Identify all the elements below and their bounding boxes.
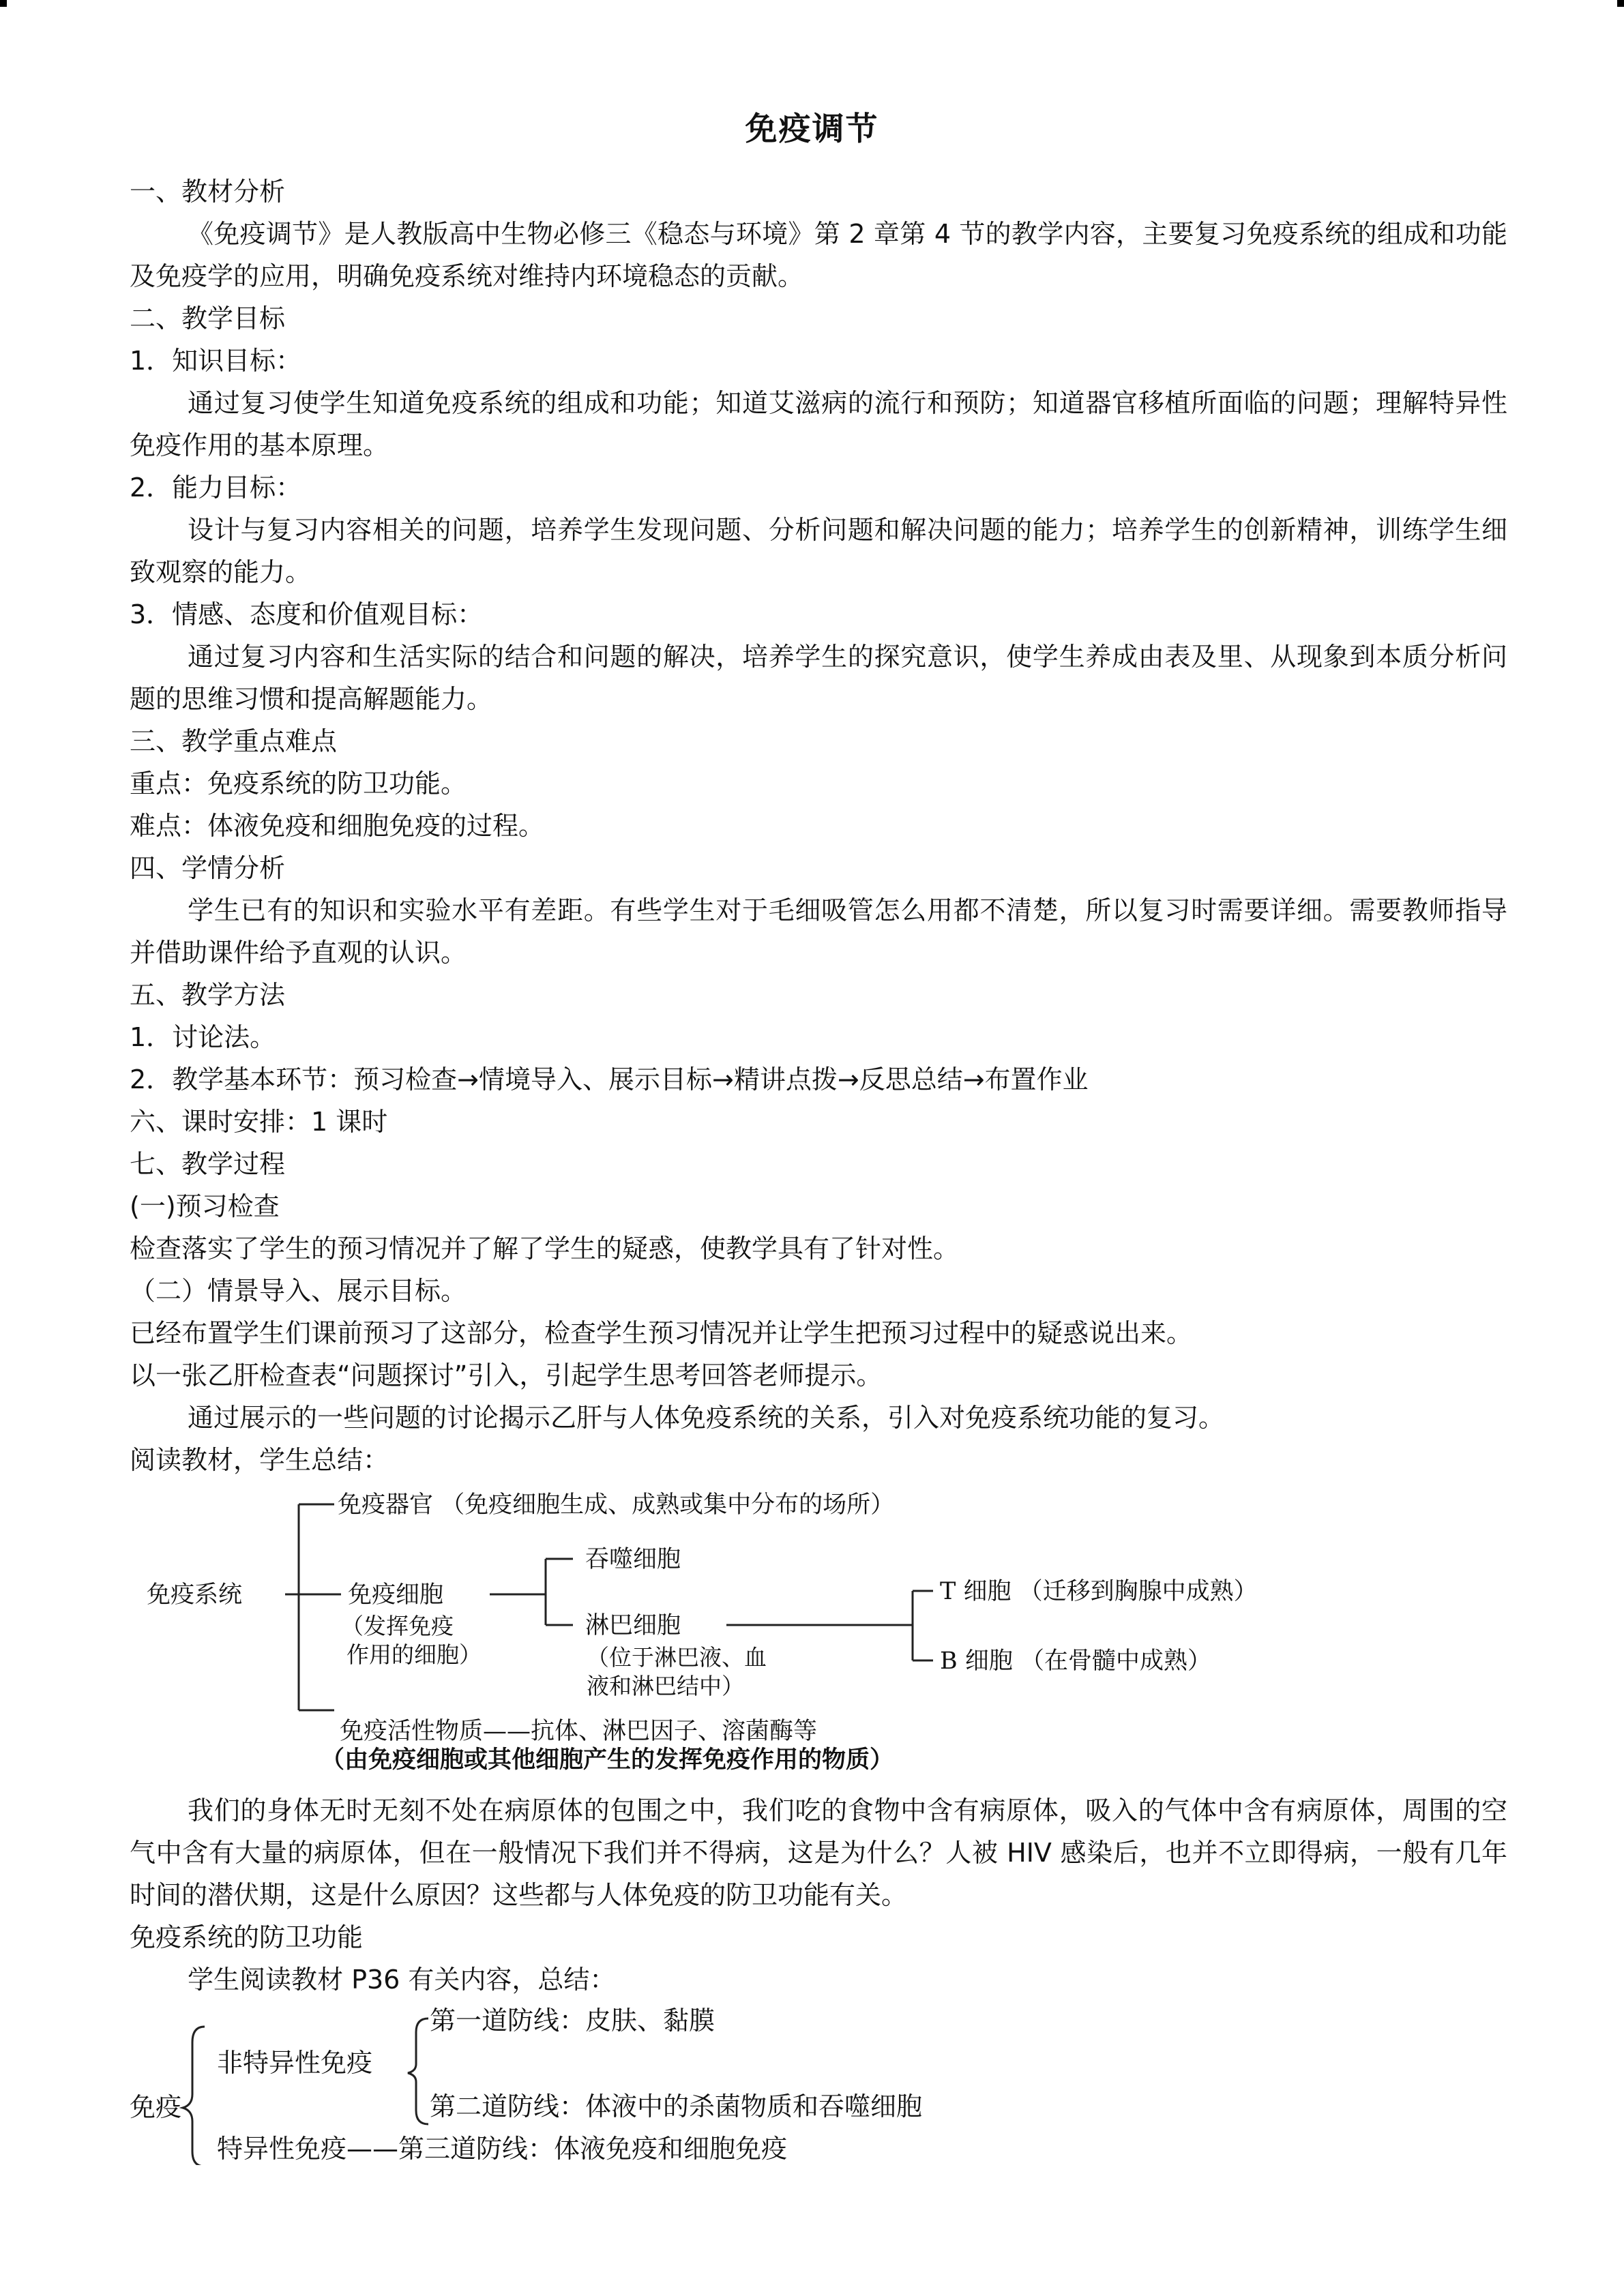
- goal-3-paragraph: 通过复习内容和生活实际的结合和问题的解决，培养学生的探究意识，使学生养成由表及里、从现象到本质分析问题的思维习惯和提高解题能力。: [130, 642, 1507, 714]
- method-2: 2．教学基本环节：预习检查→情境导入、展示目标→精讲点拨→反思总结→布置作业: [130, 1064, 1089, 1094]
- first-defense-line: 第一道防线：皮肤、黏膜: [430, 2006, 715, 2036]
- immunity-defense-diagram: [0, 1995, 1624, 2165]
- immunity-root: 免疫: [130, 2092, 182, 2122]
- lymphocyte-note: 液和淋巴结中）: [587, 1673, 744, 1699]
- scan-corner-mark: [0, 0, 7, 7]
- process-1-heading: (一)预习检查: [130, 1191, 280, 1221]
- goal-1-heading: 1．知识目标：: [130, 346, 302, 376]
- lymphocyte-label: 淋巴细胞: [585, 1612, 681, 1639]
- difficulty: 难点：体液免疫和细胞免疫的过程。: [130, 811, 545, 841]
- process-2-text-1: 已经布置学生们课前预习了这部分，检查学生预习情况并让学生把预习过程中的疑惑说出来。: [130, 1318, 1193, 1348]
- specific-immunity-line: 特异性免疫——第三道防线：体液免疫和细胞免疫: [217, 2134, 788, 2164]
- section-heading-3: 三、教学重点难点: [130, 726, 338, 756]
- defense-read-instruction: 学生阅读教材 P36 有关内容，总结：: [188, 1965, 616, 1995]
- section-heading-2: 二、教学目标: [130, 303, 286, 333]
- lymphocyte-note: （位于淋巴液、血: [587, 1644, 767, 1671]
- nonspecific-immunity-label: 非特异性免疫: [217, 2048, 373, 2078]
- section-heading-6: 六、课时安排：1 课时: [130, 1107, 388, 1137]
- immune-cells-label: 免疫细胞: [348, 1581, 444, 1609]
- immune-system-diagram: [0, 1480, 1624, 1787]
- section-4-paragraph: 学生已有的知识和实验水平有差距。有些学生对于毛细吸管怎么用都不清楚，所以复习时需要详细。需要教师指导并借助课件给予直观的认识。: [130, 895, 1507, 968]
- immune-system-root: 免疫系统: [147, 1581, 243, 1609]
- process-2-text-2: 以一张乙肝检查表“问题探讨”引入，引起学生思考回答老师提示。: [130, 1360, 883, 1390]
- section-heading-7: 七、教学过程: [130, 1149, 286, 1179]
- goal-3-heading: 3．情感、态度和价值观目标：: [130, 599, 484, 629]
- b-cell-label: B 细胞 （在骨髓中成熟）: [940, 1648, 1211, 1675]
- immune-cells-note: 作用的细胞）: [346, 1641, 482, 1668]
- document-title: 免疫调节: [745, 110, 879, 148]
- goal-1-paragraph: 通过复习使学生知道免疫系统的组成和功能；知道艾滋病的流行和预防；知道器官移植所面临的问题；理解特异性免疫作用的基本原理。: [130, 388, 1507, 460]
- section-1-paragraph: 《免疫调节》是人教版高中生物必修三《稳态与环境》第 2 章第 4 节的教学内容，主要复习免疫系统的组成和功能及免疫学的应用，明确免疫系统对维持内环境稳态的贡献。: [130, 219, 1507, 291]
- section-heading-4: 四、学情分析: [130, 853, 286, 883]
- section-heading-1: 一、教材分析: [130, 177, 286, 207]
- phagocyte-label: 吞噬细胞: [585, 1546, 681, 1573]
- goal-2-paragraph: 设计与复习内容相关的问题，培养学生发现问题、分析问题和解决问题的能力；培养学生的创新精神，训练学生细致观察的能力。: [130, 515, 1507, 587]
- read-summary: 阅读教材，学生总结：: [130, 1445, 389, 1475]
- t-cell-label: T 细胞 （迁移到胸腺中成熟）: [940, 1578, 1258, 1605]
- immune-cells-note: （发挥免疫: [341, 1613, 454, 1639]
- process-1-text: 检查落实了学生的预习情况并了解了学生的疑惑，使教学具有了针对性。: [130, 1234, 960, 1264]
- process-2-heading: （二）情景导入、展示目标。: [130, 1276, 467, 1306]
- section-heading-5: 五、教学方法: [130, 980, 286, 1010]
- defense-function-heading: 免疫系统的防卫功能: [130, 1922, 364, 1952]
- immune-active-substance-note: （由免疫细胞或其他细胞产生的发挥免疫作用的物质）: [321, 1746, 894, 1774]
- key-point: 重点：免疫系统的防卫功能。: [130, 769, 467, 799]
- pathogen-paragraph: 我们的身体无时无刻不处在病原体的包围之中，我们吃的食物中含有病原体，吸入的气体中含有病原体，周围的空气中含有大量的病原体，但在一般情况下我们并不得病，这是为什么？人被 HIV 感染后，也并不立即得病，一般有几年时间的潜伏期，这是什么原因？这些都与人体免疫的防卫功能有关。: [130, 1795, 1507, 1910]
- immune-active-substance-label: 免疫活性物质——抗体、淋巴因子、溶菌酶等: [340, 1718, 818, 1745]
- method-1: 1．讨论法。: [130, 1022, 276, 1052]
- scan-corner-mark: [1617, 0, 1624, 7]
- goal-2-heading: 2．能力目标：: [130, 473, 302, 503]
- immune-organ-label: 免疫器官 （免疫细胞生成、成熟或集中分布的场所）: [338, 1491, 895, 1519]
- second-defense-line: 第二道防线：体液中的杀菌物质和吞噬细胞: [430, 2091, 923, 2121]
- process-2-text-3: 通过展示的一些问题的讨论揭示乙肝与人体免疫系统的关系，引入对免疫系统功能的复习。: [188, 1403, 1225, 1433]
